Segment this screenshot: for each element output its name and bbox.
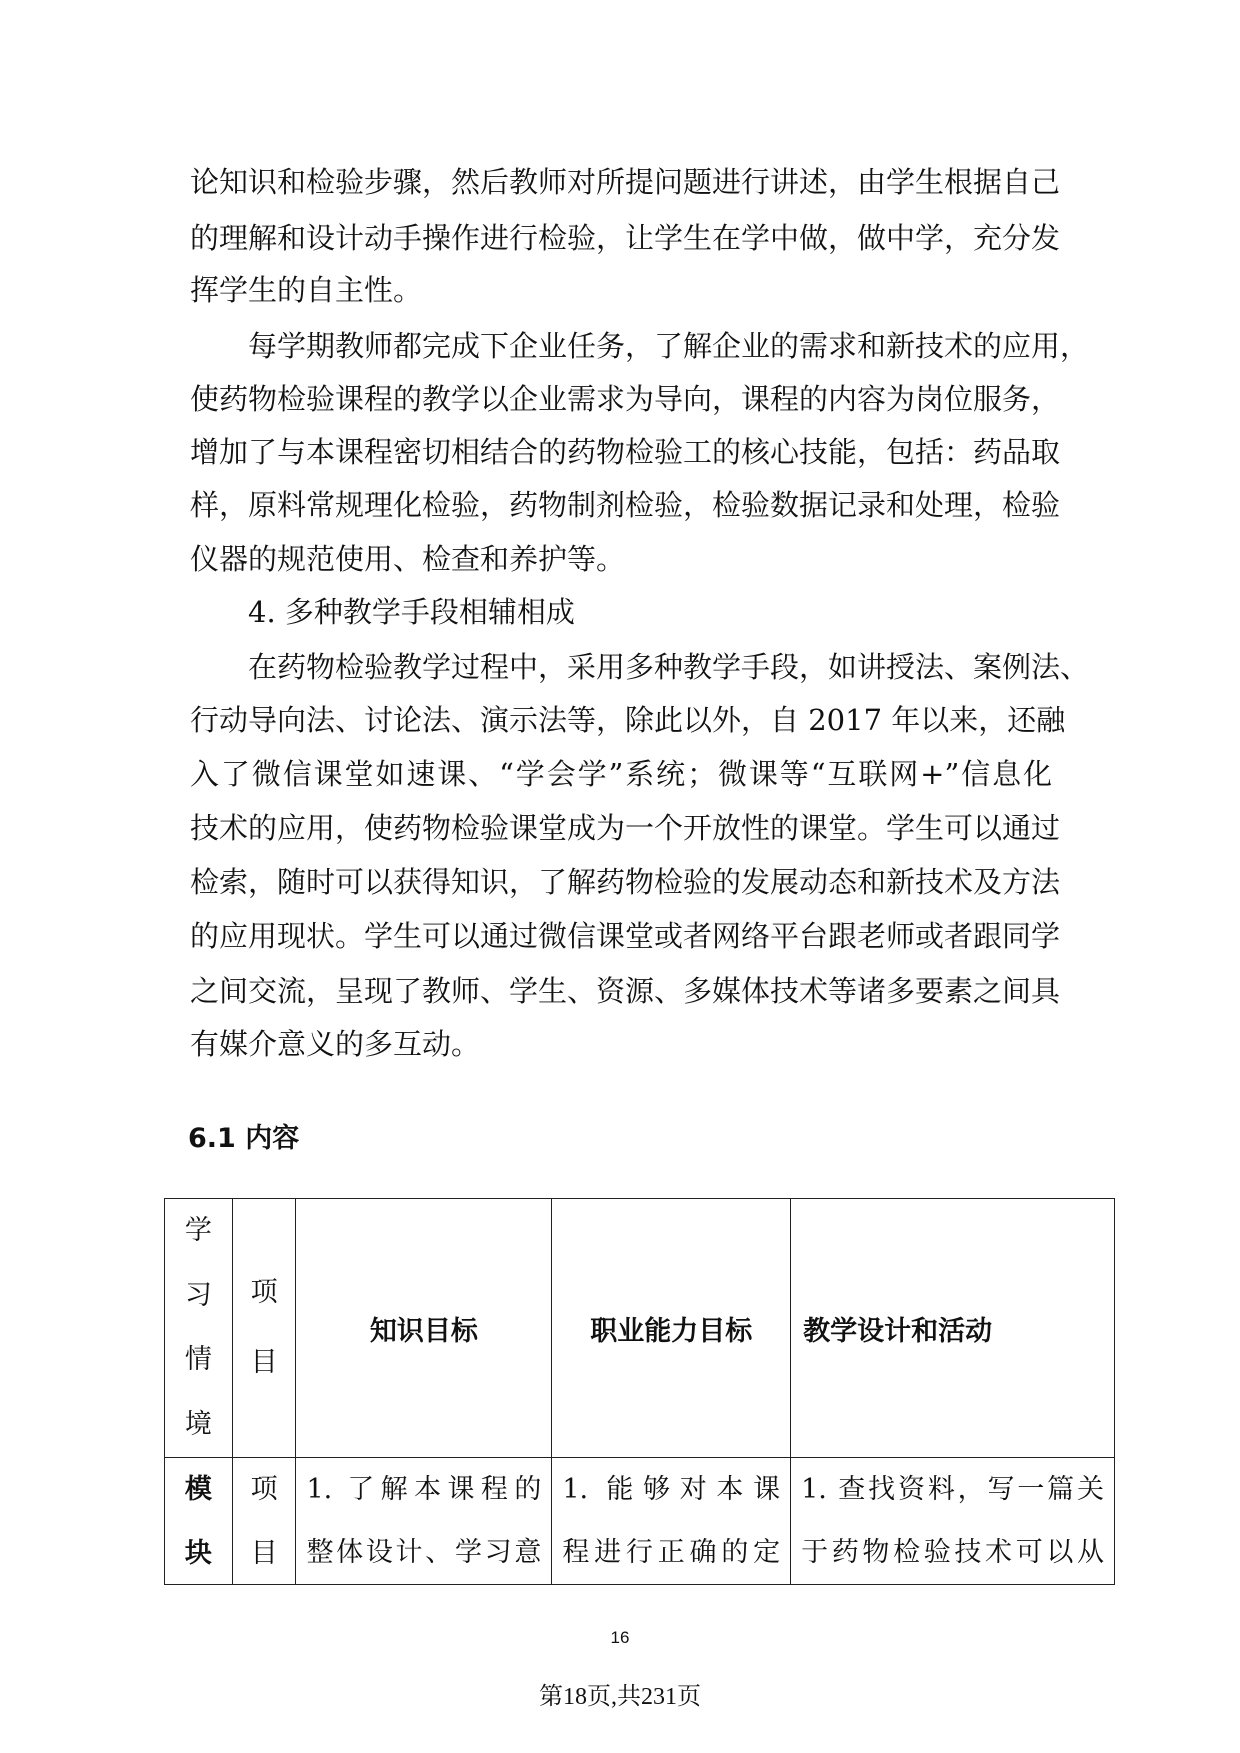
table-row — [165, 1458, 1115, 1585]
body-text-line: 每学期教师都完成下企业任务，了解企业的需求和新技术的应用， — [248, 329, 1090, 363]
cell-line: 于药物检验技术可以从 — [801, 1537, 1104, 1568]
body-text-line: 检索，随时可以获得知识，了解药物检验的发展动态和新技术及方法 — [190, 865, 1061, 899]
header-char: 目 — [250, 1347, 278, 1378]
header-char: 境 — [184, 1408, 212, 1440]
body-text-line: 行动导向法、讨论法、演示法等，除此以外，自 2017 年以来，还融 — [190, 703, 1066, 737]
body-text-line: 使药物检验课程的教学以企业需求为导向，课程的内容为岗位服务， — [190, 382, 1061, 416]
page-number: 16 — [610, 1628, 630, 1647]
body-text-line: 在药物检验教学过程中，采用多种教学手段，如讲授法、案例法、 — [248, 650, 1090, 684]
cell-char: 项 — [250, 1474, 278, 1505]
cell-char: 块 — [184, 1538, 212, 1569]
header-project — [232, 1199, 296, 1458]
header-char: 项 — [250, 1277, 278, 1308]
cell-line: 整体设计、学习意 — [306, 1537, 542, 1568]
cell-ability-goal — [552, 1458, 791, 1585]
cell-line: 1. 了解本课程的 — [306, 1474, 542, 1505]
cell-line: 1. 查找资料，写一篇关 — [801, 1474, 1104, 1505]
body-text-line: 的应用现状。学生可以通过微信课堂或者网络平台跟老师或者跟同学 — [190, 919, 1061, 953]
body-text-line: 仪器的规范使用、检查和养护等。 — [190, 542, 626, 576]
body-text-line: 入了微信课堂如速课、“学会学”系统；微课等“互联网+”信息化 — [190, 757, 1052, 791]
header-knowledge-goal: 知识目标 — [296, 1199, 552, 1458]
body-text-line: 论知识和检验步骤，然后教师对所提问题进行讲述，由学生根据自己 — [190, 165, 1061, 199]
header-teaching-design: 教学设计和活动 — [791, 1199, 1115, 1458]
header-char: 习 — [184, 1279, 212, 1311]
body-text-line: 有媒介意义的多互动。 — [190, 1027, 481, 1061]
cell-project — [232, 1458, 296, 1585]
cell-knowledge-goal — [296, 1458, 552, 1585]
header-char: 学 — [184, 1215, 212, 1247]
cell-char: 目 — [250, 1538, 278, 1569]
section-heading: 6.1 内容 — [188, 1123, 300, 1154]
body-text-line: 技术的应用，使药物检验课堂成为一个开放性的课堂。学生可以通过 — [190, 811, 1061, 845]
content-table — [164, 1198, 1115, 1585]
cell-char: 模 — [184, 1474, 212, 1505]
header-ability-goal: 职业能力目标 — [552, 1199, 791, 1458]
body-text-line: 之间交流，呈现了教师、学生、资源、多媒体技术等诸多要素之间具 — [190, 974, 1061, 1008]
body-text-line: 挥学生的自主性。 — [190, 273, 423, 307]
cell-line: 程进行正确的定 — [562, 1537, 781, 1568]
subheading: 4. 多种教学手段相辅相成 — [248, 595, 575, 629]
cell-teaching-design — [791, 1458, 1115, 1585]
header-learning-situation — [165, 1199, 233, 1458]
body-text-line: 样，原料常规理化检验，药物制剂检验，检验数据记录和处理，检验 — [190, 488, 1061, 522]
table-header-row — [165, 1199, 1115, 1458]
body-text-line: 增加了与本课程密切相结合的药物检验工的核心技能，包括：药品取 — [190, 435, 1061, 469]
body-text-line: 的理解和设计动手操作进行检验，让学生在学中做，做中学，充分发 — [190, 221, 1061, 255]
cell-line: 1. 能够对本课 — [562, 1474, 781, 1505]
page-footer: 第18页,共231页 — [539, 1684, 701, 1710]
header-char: 情 — [184, 1344, 212, 1376]
cell-module — [165, 1458, 233, 1585]
